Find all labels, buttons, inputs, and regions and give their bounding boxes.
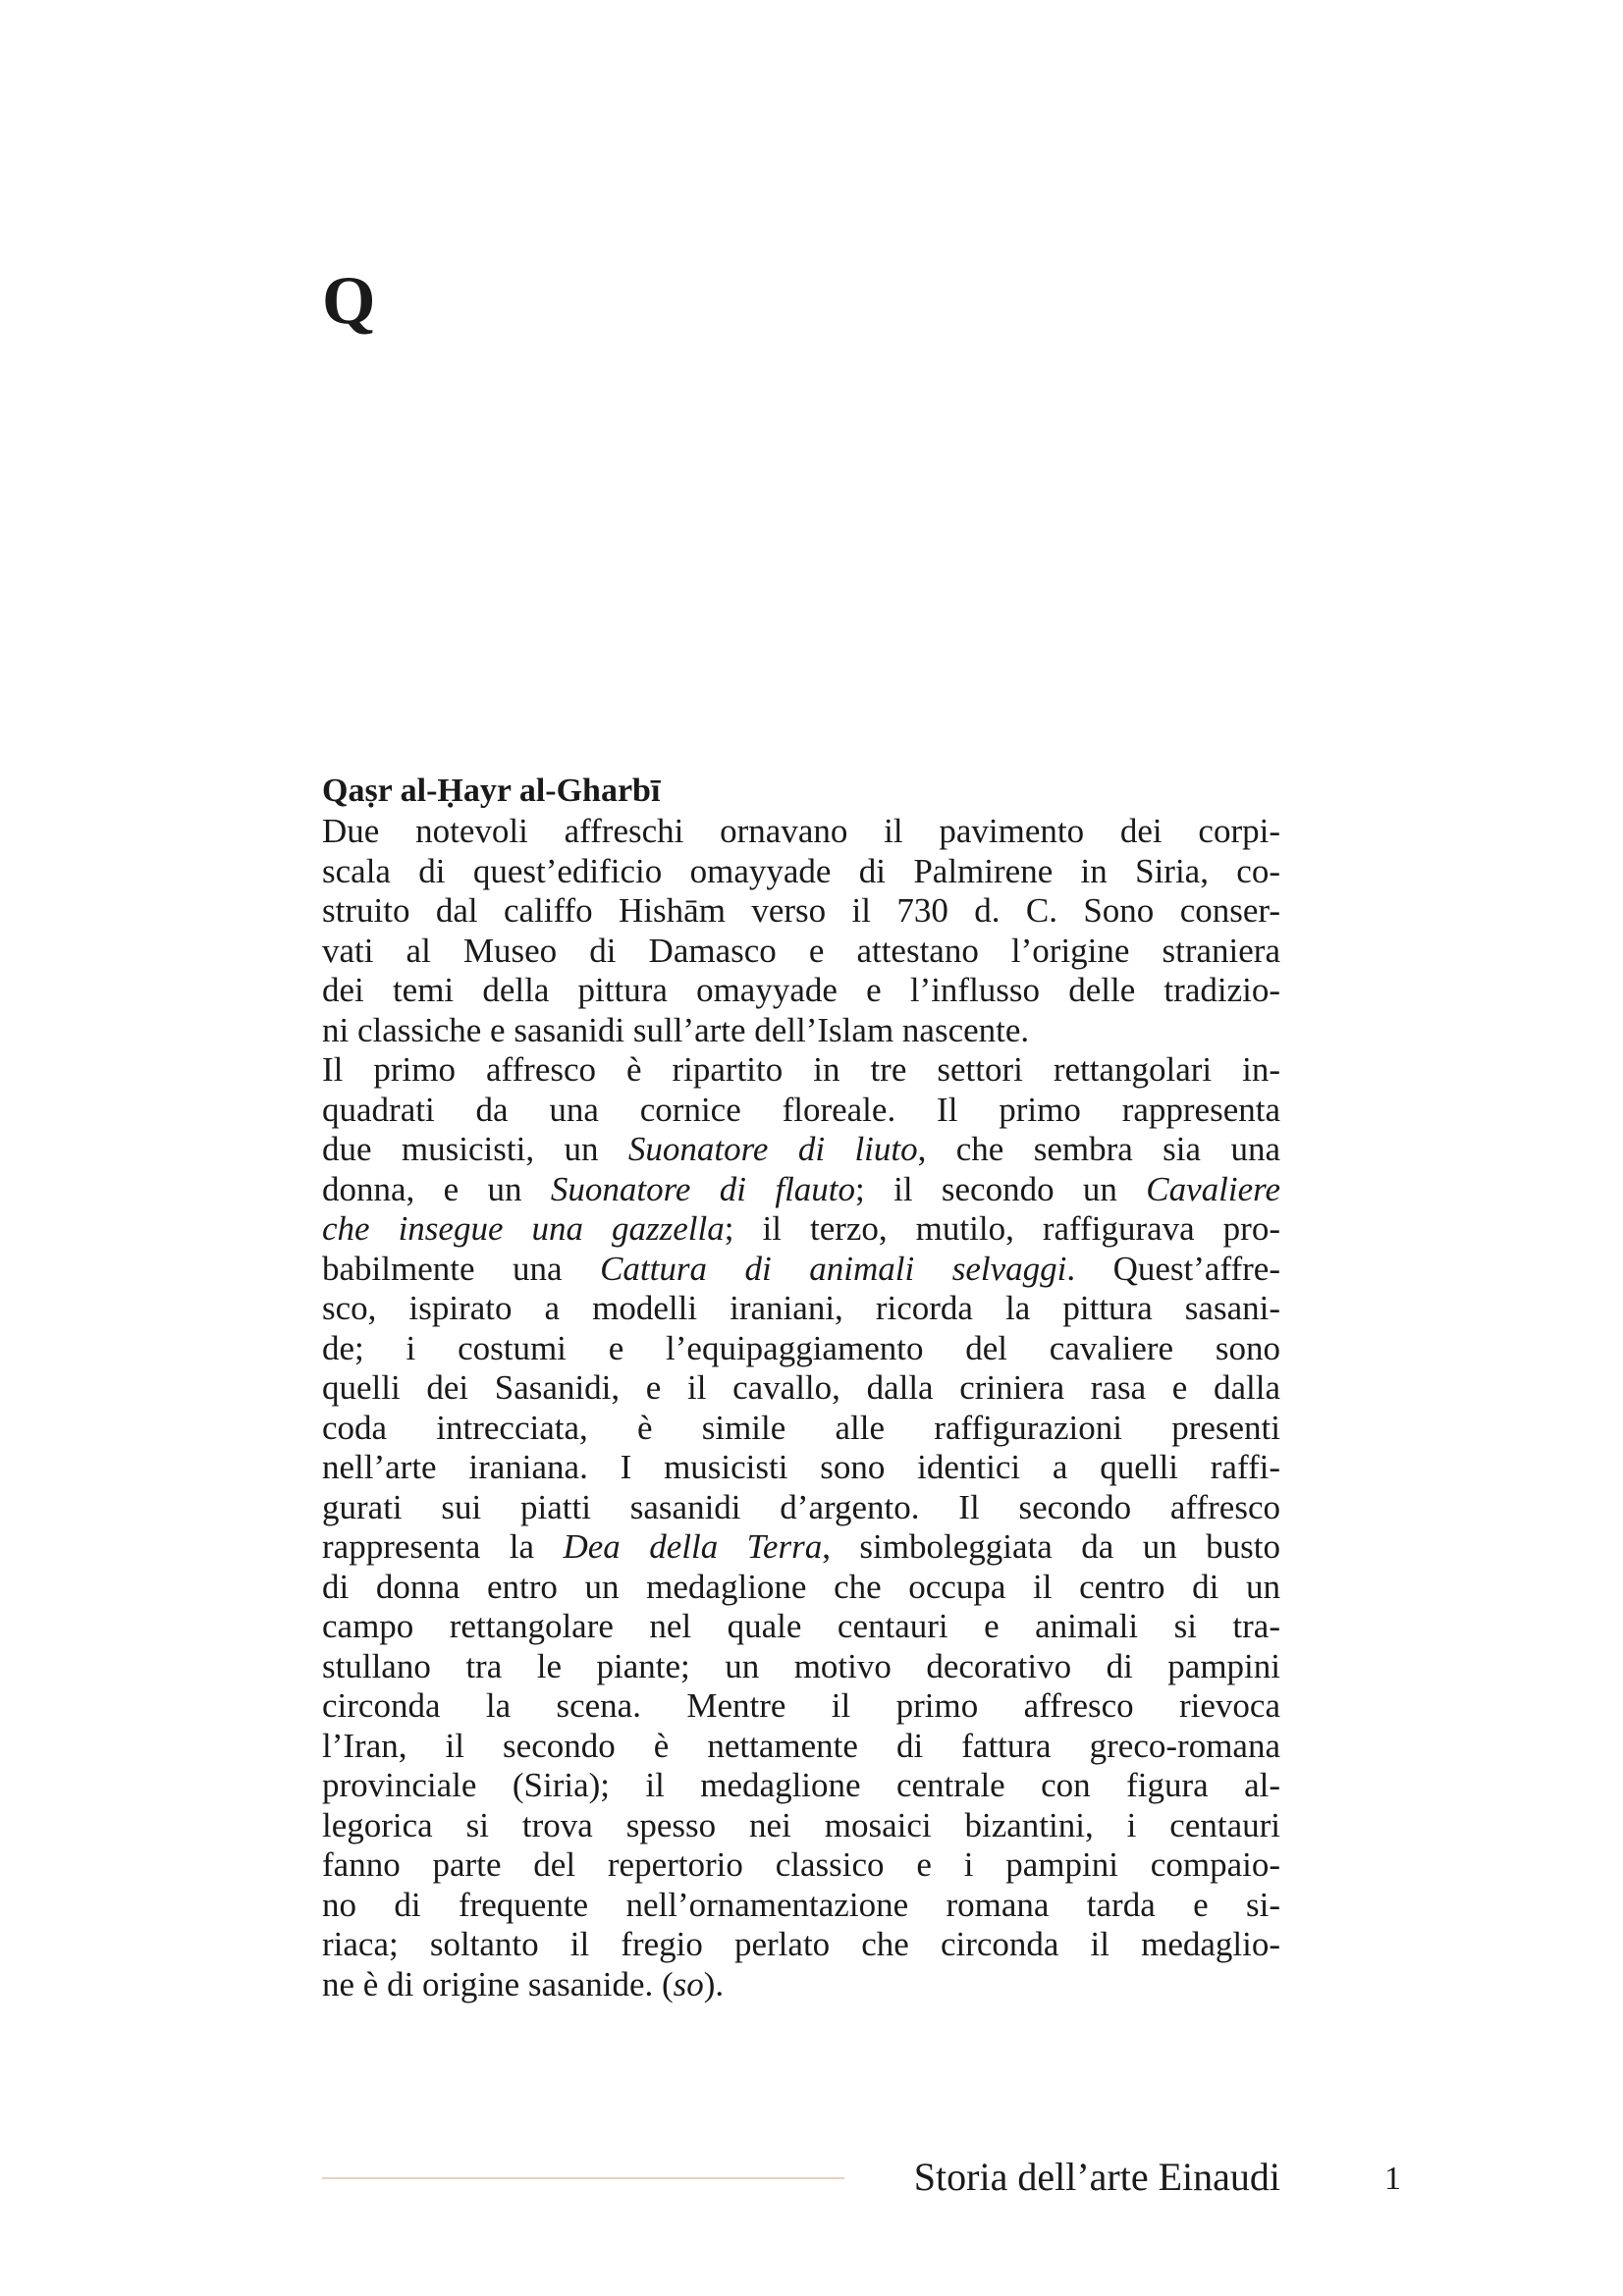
- footer-rule: [322, 2177, 844, 2179]
- body-line: [322, 1209, 1280, 1250]
- text-run: ).: [703, 1964, 725, 2003]
- text-run: de; i costumi e l’equipaggiamento del cavaliere sono: [322, 1328, 1280, 1367]
- body-line: [322, 1845, 1280, 1886]
- body-line: [322, 1488, 1280, 1528]
- text-run: struito dal califfo Hishām verso il 730 d. C. Sono conser-: [322, 891, 1280, 930]
- footer-title: Storia dell’arte Einaudi: [913, 2155, 1280, 2199]
- text-run: donna, e un: [322, 1169, 551, 1208]
- text-run: quelli dei Sasanidi, e il cavallo, dalla criniera rasa e dalla: [322, 1368, 1280, 1407]
- italic-title: Suonatore di flauto: [550, 1169, 856, 1208]
- italic-title: Cattura di animali selvaggi: [600, 1249, 1067, 1288]
- text-run: vati al Museo di Damasco e attestano l’origine straniera: [322, 931, 1280, 970]
- text-run: no di frequente nell’ornamentazione romana tarda e si-: [322, 1885, 1280, 1924]
- text-run: rappresenta la: [322, 1527, 564, 1566]
- italic-title: Suonatore di liuto: [627, 1130, 918, 1168]
- text-run: campo rettangolare nel quale centauri e animali si tra-: [322, 1607, 1280, 1645]
- text-run: nell’arte iraniana. I musicisti sono identici a quelli raffi-: [322, 1448, 1280, 1486]
- body-line: [322, 891, 1280, 932]
- body-line: [322, 1011, 1280, 1051]
- italic-title: so: [673, 1964, 704, 2003]
- body-line: [322, 1965, 1280, 2005]
- body-line: [322, 1886, 1280, 1926]
- body-line: [322, 1250, 1280, 1290]
- text-run: dei temi della pittura omayyade e l’influsso delle tradizio-: [322, 971, 1280, 1009]
- body-line: [322, 1568, 1280, 1608]
- body-line: [322, 932, 1280, 972]
- text-run: ne è di origine sasanide. (: [322, 1964, 674, 2003]
- text-run: scala di quest’edificio omayyade di Palmirene in Siria, co-: [322, 851, 1280, 890]
- body-line: [322, 1409, 1280, 1449]
- text-run: l’Iran, il secondo è nettamente di fattura greco-romana: [322, 1726, 1280, 1765]
- entry-title: Qaṣr al-Ḥayr al-Gharbī: [322, 773, 661, 809]
- body-line: [322, 1170, 1280, 1210]
- text-run: circonda la scena. Mentre il primo affresco rievoca: [322, 1686, 1280, 1725]
- text-run: , che sembra sia una: [917, 1130, 1280, 1168]
- text-run: babilmente una: [322, 1249, 601, 1288]
- text-run: ; il secondo un: [855, 1169, 1147, 1208]
- text-run: coda intrecciata, è simile alle raffigurazioni presenti: [322, 1408, 1280, 1447]
- text-run: fanno parte del repertorio classico e i pampini compaio-: [322, 1845, 1280, 1884]
- body-line: [322, 1130, 1280, 1170]
- text-run: gurati sui piatti sasanidi d’argento. Il secondo affresco: [322, 1487, 1280, 1526]
- text-run: ni classiche e sasanidi sull’arte dell’Islam nascente.: [322, 1010, 1030, 1049]
- italic-title: Dea della Terra: [563, 1527, 823, 1566]
- text-run: , simboleggiata da un busto: [822, 1527, 1280, 1566]
- text-run: Il primo affresco è ripartito in tre settori rettangolari in-: [322, 1050, 1280, 1089]
- page-number: 1: [1384, 2161, 1402, 2197]
- text-run: due musicisti, un: [322, 1130, 628, 1168]
- text-run: Due notevoli affreschi ornavano il pavimento dei corpi-: [322, 812, 1280, 850]
- body-line: [322, 1607, 1280, 1647]
- text-run: provinciale (Siria); il medaglione centrale con figura al-: [322, 1766, 1280, 1804]
- body-line: [322, 1289, 1280, 1329]
- text-run: riaca; soltanto il fregio perlato che circonda il medaglio-: [322, 1925, 1280, 1963]
- body-line: [322, 1527, 1280, 1568]
- text-run: ; il terzo, mutilo, raffigurava pro-: [724, 1209, 1280, 1248]
- body-line: [322, 1448, 1280, 1488]
- body-line: [322, 1727, 1280, 1767]
- text-run: sco, ispirato a modelli iraniani, ricorda la pittura sasani-: [322, 1289, 1280, 1327]
- text-run: di donna entro un medaglione che occupa il centro di un: [322, 1567, 1280, 1606]
- body-line: [322, 1686, 1280, 1727]
- body-line: [322, 1368, 1280, 1409]
- section-letter: Q: [322, 263, 376, 339]
- entry-body: [322, 812, 1280, 2004]
- body-line: [322, 1925, 1280, 1965]
- body-line: [322, 1806, 1280, 1846]
- italic-title: che insegue una gazzella: [322, 1209, 725, 1248]
- body-line: [322, 1329, 1280, 1369]
- text-run: stullano tra le piante; un motivo decorativo di pampini: [322, 1646, 1280, 1685]
- body-line: [322, 1050, 1280, 1091]
- text-run: quadrati da una cornice floreale. Il primo rappresenta: [322, 1090, 1280, 1129]
- encyclopedia-entry: [322, 771, 1280, 2004]
- body-line: [322, 852, 1280, 892]
- body-line: [322, 1766, 1280, 1806]
- body-line: [322, 1647, 1280, 1687]
- italic-title: Cavaliere: [1146, 1169, 1280, 1208]
- body-line: [322, 1091, 1280, 1131]
- body-line: [322, 812, 1280, 852]
- text-run: legorica si trova spesso nei mosaici bizantini, i centauri: [322, 1805, 1280, 1844]
- text-run: . Quest’affre-: [1066, 1249, 1280, 1288]
- body-line: [322, 971, 1280, 1011]
